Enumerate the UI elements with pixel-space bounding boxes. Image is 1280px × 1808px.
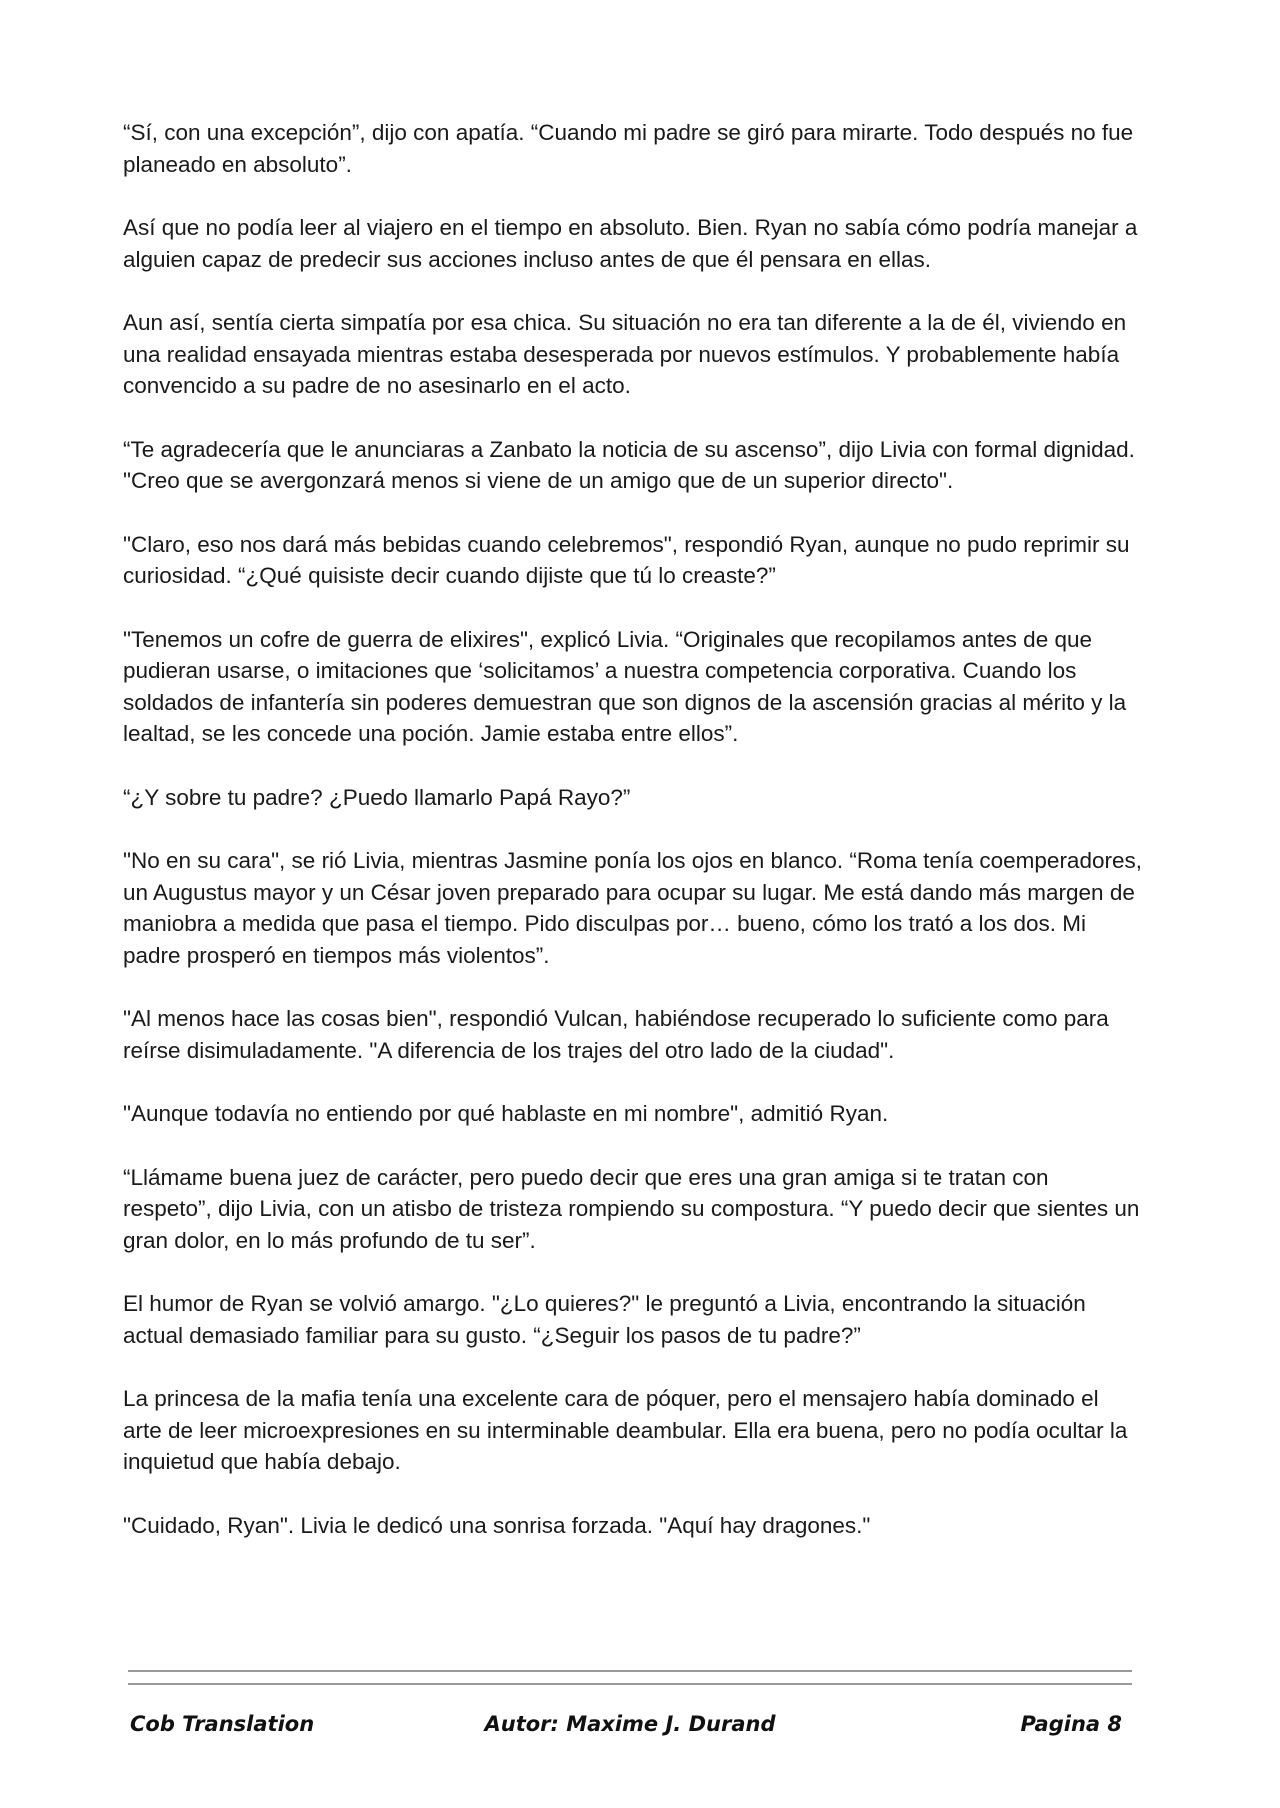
- paragraph: “¿Y sobre tu padre? ¿Puedo llamarlo Papá Rayo?”: [123, 784, 631, 810]
- footer-author: Autor: Maxime J. Durand: [484, 1712, 776, 1736]
- footer-rule-top: [128, 1670, 1132, 1672]
- paragraph: “Te agradecería que le anunciaras a Zanbato la noticia de su ascenso”, dijo Livia con formal dignidad. "Creo que se avergonzará menos si viene de un amigo que de un superior directo".: [123, 436, 1135, 493]
- footer-page-number: Pagina 8: [1020, 1712, 1122, 1736]
- paragraph: Así que no podía leer al viajero en el tiempo en absoluto. Bien. Ryan no sabía cómo podría manejar a alguien capaz de predecir sus acciones incluso antes de que él pensara en ellas.: [123, 215, 1138, 272]
- paragraph: Aun así, sentía cierta simpatía por esa chica. Su situación no era tan diferente a la de él, viviendo en una realidad ensayada mientras estaba desesperada por nuevos estímulos. Y probablemente había convencido a su padre de no asesinarlo en el acto.: [123, 310, 1127, 398]
- paragraph: El humor de Ryan se volvió amargo. "¿Lo quieres?" le preguntó a Livia, encontrando la situación actual demasiado familiar para su gusto. “¿Seguir los pasos de tu padre?”: [123, 1291, 1086, 1348]
- paragraph: “Llámame buena juez de carácter, pero puedo decir que eres una gran amiga si te tratan con respeto”, dijo Livia, con un atisbo de tristeza rompiendo su compostura. “Y puedo decir que sientes un gran dolor, en lo más profundo de tu ser”.: [123, 1164, 1140, 1253]
- footer-divider: [128, 1670, 1132, 1685]
- paragraph: "Tenemos un cofre de guerra de elixires", explicó Livia. “Originales que recopilamos antes de que pudieran usarse, o imitaciones que ‘solicitamos’ a nuestra competencia corporativa. Cuando los soldados de infantería sin poderes demuestran que son dignos de la ascensión gracias al mérito y la lealtad, se les concede una poción. Jamie estaba entre ellos”.: [123, 626, 1127, 746]
- footer-translator: Cob Translation: [130, 1712, 315, 1736]
- paragraph: "Cuidado, Ryan". Livia le dedicó una sonrisa forzada. "Aquí hay dragones.": [123, 1512, 871, 1538]
- paragraph: "Claro, eso nos dará más bebidas cuando celebremos", respondió Ryan, aunque no pudo reprimir su curiosidad. “¿Qué quisiste decir cuando dijiste que tú lo creaste?”: [123, 531, 1130, 588]
- paragraph: "Aunque todavía no entiendo por qué hablaste en mi nombre", admitió Ryan.: [123, 1101, 889, 1126]
- paragraph: “Sí, con una excepción”, dijo con apatía. “Cuando mi padre se giró para mirarte. Todo después no fue planeado en absoluto”.: [123, 120, 1134, 177]
- page-footer: [128, 1712, 1132, 1744]
- footer-rule-bottom: [128, 1683, 1132, 1685]
- paragraph: "No en su cara", se rió Livia, mientras Jasmine ponía los ojos en blanco. “Roma tenía coemperadores, un Augustus mayor y un César joven preparado para ocupar su lugar. Me está dando más margen de maniobra a medida que pasa el tiempo. Pido disculpas por… bueno, cómo los trató a los dos. Mi padre prosperó en tiempos más violentos”.: [123, 848, 1142, 968]
- page-body: [123, 117, 1143, 1573]
- paragraph: "Al menos hace las cosas bien", respondió Vulcan, habiéndose recuperado lo suficiente como para reírse disimuladamente. "A diferencia de los trajes del otro lado de la ciudad".: [123, 1006, 1109, 1063]
- paragraph: La princesa de la mafia tenía una excelente cara de póquer, pero el mensajero había dominado el arte de leer microexpresiones en su interminable deambular. Ella era buena, pero no podía ocultar la inquietud que había debajo.: [123, 1386, 1128, 1474]
